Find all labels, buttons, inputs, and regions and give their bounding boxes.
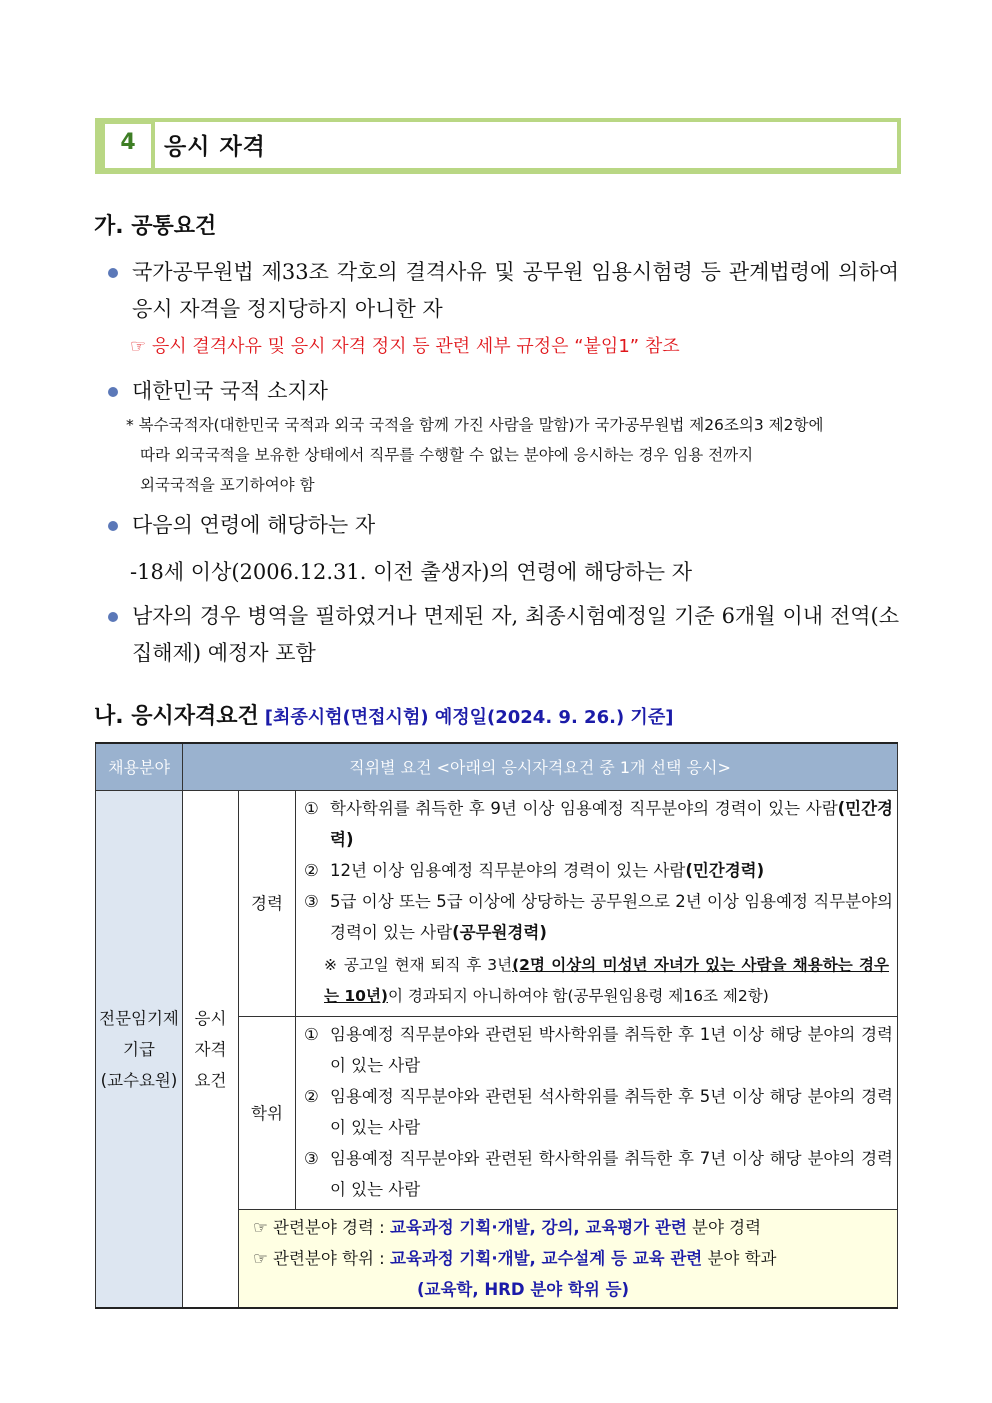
list-item — [304, 1081, 893, 1143]
item-text: 12년 이상 임용예정 직무분야의 경력이 있는 사람 — [330, 861, 686, 880]
subsection-a-title: 가. 공통요건 — [94, 214, 217, 239]
category-line-2: 기급 — [123, 1039, 155, 1059]
section-number-box — [95, 118, 155, 174]
section-header-shadow — [99, 168, 901, 174]
nationality-footnote — [126, 410, 898, 500]
related-career-value: 교육과정 기획·개발, 강의, 교육평가 관련 — [389, 1218, 687, 1237]
subsection-b-title-text: 나. 응시자격요건 — [94, 704, 259, 729]
footnote-line-1: * 복수국적자(대한민국 국적과 외국 국적을 함께 가진 사람을 말함)가 국가공무원법 제26조의3 제2항에 — [126, 416, 824, 434]
section-header — [95, 118, 901, 174]
qualification-table — [95, 742, 898, 1309]
item-text: 5급 이상 또는 5급 이상에 상당하는 공무원으로 2년 이상 임용예정 직무분야의 경력이 있는 사람 — [330, 892, 893, 942]
degree-label: 학위 — [239, 1017, 296, 1210]
bullet-text: 국가공무원법 제33조 각호의 결격사유 및 공무원 임용시험령 등 관계법령에 의하여 응시 자격을 정지당하지 아니한 자 — [132, 260, 899, 321]
header-field: 채용분야 — [96, 743, 183, 791]
related-degree-suffix: 분야 학과 — [707, 1249, 777, 1268]
related-career-line — [253, 1212, 889, 1243]
bullet-dot-icon — [108, 268, 118, 278]
item-number: ② — [304, 861, 319, 880]
subsection-b-date-note: [최종시험(면접시험) 예정일(2024. 9. 26.) 기준] — [264, 707, 674, 728]
item-number: ① — [304, 799, 319, 818]
footnote-line-2: 따라 외국국적을 보유한 상태에서 직무를 수행할 수 없는 분야에 응시하는 경우 임용 전까지 — [140, 446, 754, 464]
related-career-suffix: 분야 경력 — [692, 1218, 762, 1237]
bullet-military — [104, 598, 899, 672]
item-text: 임용예정 직무분야와 관련된 학사학위를 취득한 후 7년 이상 해당 분야의 경력이 있는 사람 — [330, 1149, 893, 1199]
career-reference-note — [304, 950, 893, 1012]
category-line-3: (교수요원) — [100, 1070, 178, 1090]
related-fields-cell — [239, 1210, 898, 1309]
group-line-3: 요건 — [194, 1070, 227, 1090]
degree-items — [296, 1017, 898, 1210]
item-tag: (민간경력) — [685, 861, 765, 880]
bullet-dot-icon — [108, 521, 118, 531]
bullet-disqualification — [104, 254, 899, 328]
bullet-nationality — [104, 373, 899, 410]
bullet-text: 남자의 경우 병역을 필하였거나 면제된 자, 최종시험예정일 기준 6개월 이내 전역(소집해제) 예정자 포함 — [132, 604, 899, 665]
item-tag: (공무원경력) — [452, 923, 547, 942]
group-cell — [183, 791, 239, 1309]
age-requirement-line: -18세 이상(2006.12.31. 이전 출생자)의 연령에 해당하는 자 — [130, 560, 693, 584]
group-line-2: 자격 — [194, 1039, 227, 1059]
category-line-1: 전문임기제 — [99, 1008, 179, 1028]
bullet-age — [104, 507, 899, 544]
list-item — [304, 1019, 893, 1081]
list-item — [304, 1143, 893, 1205]
related-degree-extra: (교육학, HRD 분야 학위 등) — [417, 1280, 630, 1299]
list-item — [304, 886, 893, 948]
footnote-line-3: 외국국적을 포기하여야 함 — [140, 476, 315, 494]
section-number: 4 — [105, 124, 151, 168]
list-item — [304, 793, 893, 855]
subsection-b-title — [94, 702, 673, 733]
item-number: ② — [304, 1087, 319, 1106]
disqualification-reference-note: ☞ 응시 결격사유 및 응시 자격 정지 등 관련 세부 규정은 “붙임1” 참조 — [130, 336, 680, 357]
related-degree-line — [253, 1243, 889, 1274]
bullet-dot-icon — [108, 612, 118, 622]
career-items — [296, 791, 898, 1017]
item-tag: (민간경력) — [330, 799, 893, 849]
bullet-text: 다음의 연령에 해당하는 자 — [132, 513, 376, 537]
item-number: ③ — [304, 892, 319, 911]
related-degree-value: 교육과정 기획·개발, 교수설계 등 교육 관련 — [389, 1249, 703, 1268]
item-text: 학사학위를 취득한 후 9년 이상 임용예정 직무분야의 경력이 있는 사람 — [330, 799, 838, 818]
item-number: ① — [304, 1025, 319, 1044]
header-requirements: 직위별 요건 <아래의 응시자격요건 중 1개 선택 응시> — [183, 743, 898, 791]
item-text: 임용예정 직무분야와 관련된 박사학위를 취득한 후 1년 이상 해당 분야의 경력이 있는 사람 — [330, 1025, 893, 1075]
section-title: 응시 자격 — [164, 134, 266, 160]
ref-text: ※ 공고일 현재 퇴직 후 3년 — [324, 956, 513, 974]
category-cell — [96, 791, 183, 1309]
bullet-dot-icon — [108, 387, 118, 397]
table-row-career — [96, 791, 898, 1017]
ref-text-post: 이 경과되지 아니하여야 함(공무원임용령 제16조 제2항) — [388, 987, 769, 1005]
list-item — [304, 855, 893, 886]
related-career-label: ☞ 관련분야 경력 : — [253, 1218, 385, 1237]
bullet-text: 대한민국 국적 소지자 — [132, 379, 328, 403]
table-header-row — [96, 743, 898, 791]
item-number: ③ — [304, 1149, 319, 1168]
career-label: 경력 — [239, 791, 296, 1017]
group-line-1: 응시 — [194, 1008, 227, 1028]
item-text: 임용예정 직무분야와 관련된 석사학위를 취득한 후 5년 이상 해당 분야의 경력이 있는 사람 — [330, 1087, 893, 1137]
related-degree-label: ☞ 관련분야 학위 : — [253, 1249, 385, 1268]
ref-underlined: (2명 이상의 미성년 자녀가 있는 사람을 채용하는 경우는 10년) — [324, 956, 889, 1005]
